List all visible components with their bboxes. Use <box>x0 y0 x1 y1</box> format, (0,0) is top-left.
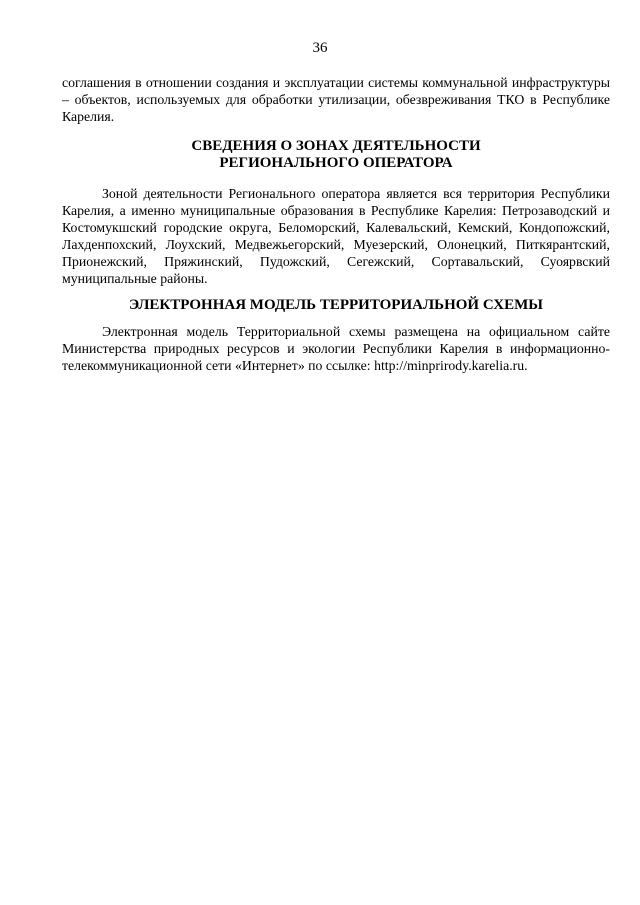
intro-paragraph: соглашения в отношении создания и эксплуатации системы коммунальной инфраструктуры – объектов, используемых для обработки утилизации, обезвреживания ТКО в Республике Карелия. <box>62 75 610 124</box>
section-heading-operator-zones <box>62 138 610 172</box>
page-number: 36 <box>312 40 328 56</box>
electronic-model-paragraph: Электронная модель Территориальной схемы размещена на официальном сайте Министерства природных ресурсов и экологии Республики Карелия в информационно-телекоммуникационной сети «Интернет» по ссылке: http://minprirody.karelia.ru. <box>62 324 610 373</box>
section-heading-line-1: СВЕДЕНИЯ О ЗОНАХ ДЕЯТЕЛЬНОСТИ <box>191 138 481 154</box>
section-heading-electronic-model: ЭЛЕКТРОННАЯ МОДЕЛЬ ТЕРРИТОРИАЛЬНОЙ СХЕМЫ <box>129 297 543 313</box>
section-heading-line-2: РЕГИОНАЛЬНОГО ОПЕРАТОРА <box>219 155 453 171</box>
operator-zones-paragraph: Зоной деятельности Регионального оператора является вся территория Республики Карелия, а именно муниципальные образования в Республике Карелия: Петрозаводский и Костомукшский городские округа, Беломорский, Калевальский, Кемский, Кондопожский, Лахденпохский, Лоухский, Медвежьегорский, Муезерский, Олонецкий, Питкярантский, Прионежский, Пряжинский, Пудожский, Сегежский, Сортавальский, Суоярвский муниципальные районы. <box>62 186 610 286</box>
